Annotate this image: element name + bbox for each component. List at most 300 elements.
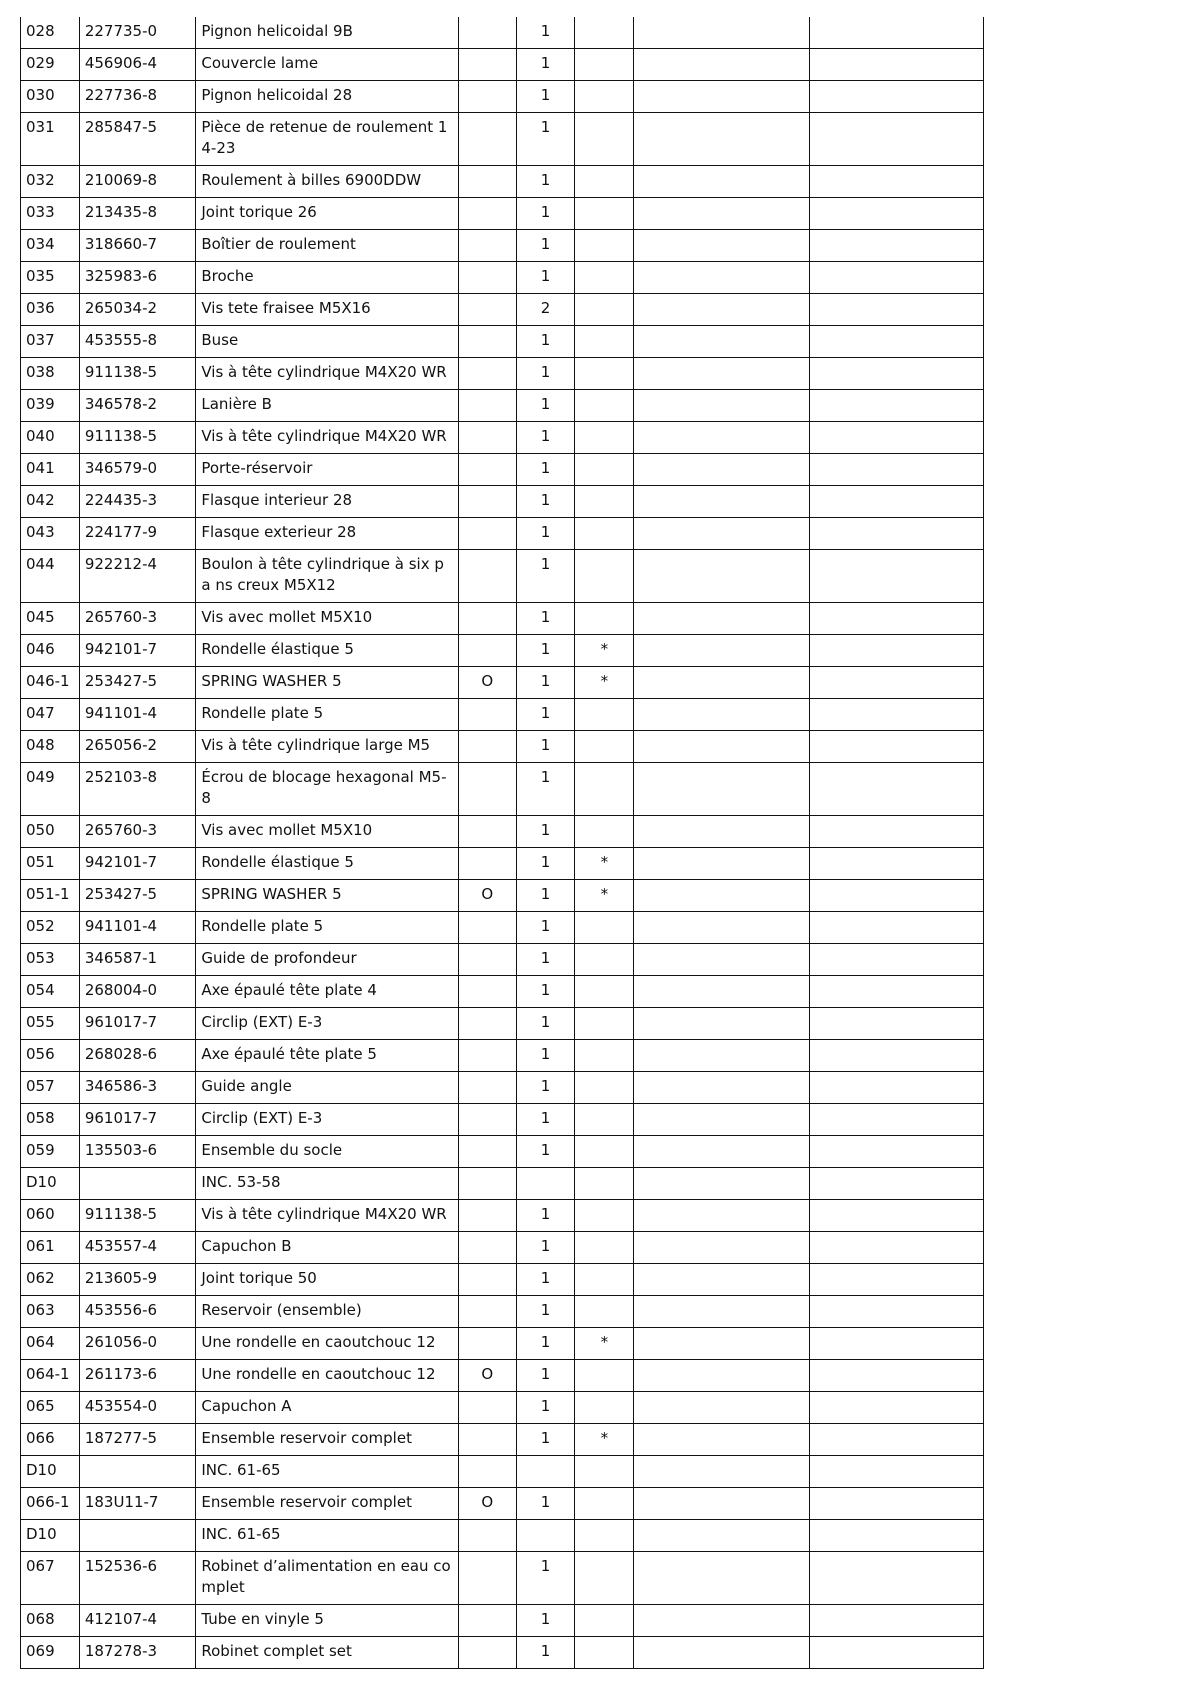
note-cell bbox=[634, 635, 809, 667]
part-number-cell: 285847-5 bbox=[79, 113, 196, 166]
table-row bbox=[21, 1040, 984, 1072]
part-number-cell: 265760-3 bbox=[79, 603, 196, 635]
option-cell bbox=[458, 1637, 516, 1669]
item-number-cell: 053 bbox=[21, 944, 80, 976]
item-number-cell: 038 bbox=[21, 358, 80, 390]
note-cell bbox=[634, 944, 809, 976]
option-cell bbox=[458, 113, 516, 166]
option-cell bbox=[458, 1264, 516, 1296]
table-row bbox=[21, 1488, 984, 1520]
parts-table-body bbox=[21, 17, 984, 1669]
item-number-cell: 047 bbox=[21, 699, 80, 731]
remark-cell bbox=[809, 1264, 983, 1296]
description-cell: Vis à tête cylindrique M4X20 WR bbox=[196, 422, 459, 454]
quantity-cell: 1 bbox=[516, 230, 575, 262]
table-row bbox=[21, 763, 984, 816]
description-cell: Robinet d’alimentation en eau co mplet bbox=[196, 1552, 459, 1605]
option-cell bbox=[458, 1104, 516, 1136]
item-number-cell: 058 bbox=[21, 1104, 80, 1136]
description-cell: Tube en vinyle 5 bbox=[196, 1605, 459, 1637]
remark-cell bbox=[809, 166, 983, 198]
quantity-cell: 1 bbox=[516, 1360, 575, 1392]
table-row bbox=[21, 731, 984, 763]
marker-cell bbox=[575, 1605, 634, 1637]
remark-cell bbox=[809, 1168, 983, 1200]
note-cell bbox=[634, 1637, 809, 1669]
item-number-cell: 051-1 bbox=[21, 880, 80, 912]
marker-cell bbox=[575, 1360, 634, 1392]
marker-cell: * bbox=[575, 667, 634, 699]
quantity-cell bbox=[516, 1456, 575, 1488]
description-cell: Axe épaulé tête plate 4 bbox=[196, 976, 459, 1008]
description-cell: Écrou de blocage hexagonal M5- 8 bbox=[196, 763, 459, 816]
part-number-cell: 187278-3 bbox=[79, 1637, 196, 1669]
quantity-cell: 1 bbox=[516, 1296, 575, 1328]
quantity-cell: 1 bbox=[516, 880, 575, 912]
remark-cell bbox=[809, 699, 983, 731]
option-cell bbox=[458, 518, 516, 550]
description-cell: Rondelle élastique 5 bbox=[196, 635, 459, 667]
option-cell bbox=[458, 422, 516, 454]
parts-table bbox=[20, 17, 984, 1669]
remark-cell bbox=[809, 1104, 983, 1136]
remark-cell bbox=[809, 113, 983, 166]
option-cell bbox=[458, 294, 516, 326]
marker-cell bbox=[575, 1200, 634, 1232]
marker-cell bbox=[575, 1264, 634, 1296]
quantity-cell: 1 bbox=[516, 454, 575, 486]
marker-cell bbox=[575, 486, 634, 518]
remark-cell bbox=[809, 358, 983, 390]
item-number-cell: 046 bbox=[21, 635, 80, 667]
item-number-cell: 034 bbox=[21, 230, 80, 262]
option-cell bbox=[458, 1552, 516, 1605]
part-number-cell: 453554-0 bbox=[79, 1392, 196, 1424]
option-cell bbox=[458, 230, 516, 262]
option-cell bbox=[458, 1040, 516, 1072]
note-cell bbox=[634, 1104, 809, 1136]
table-row bbox=[21, 1264, 984, 1296]
note-cell bbox=[634, 763, 809, 816]
item-number-cell: 057 bbox=[21, 1072, 80, 1104]
option-cell bbox=[458, 1232, 516, 1264]
table-row bbox=[21, 198, 984, 230]
note-cell bbox=[634, 880, 809, 912]
item-number-cell: 066 bbox=[21, 1424, 80, 1456]
note-cell bbox=[634, 294, 809, 326]
remark-cell bbox=[809, 198, 983, 230]
marker-cell bbox=[575, 912, 634, 944]
part-number-cell: 346579-0 bbox=[79, 454, 196, 486]
item-number-cell: 036 bbox=[21, 294, 80, 326]
option-cell bbox=[458, 81, 516, 113]
table-row bbox=[21, 454, 984, 486]
part-number-cell: 224177-9 bbox=[79, 518, 196, 550]
note-cell bbox=[634, 518, 809, 550]
note-cell bbox=[634, 603, 809, 635]
option-cell bbox=[458, 816, 516, 848]
quantity-cell: 2 bbox=[516, 294, 575, 326]
remark-cell bbox=[809, 81, 983, 113]
remark-cell bbox=[809, 1328, 983, 1360]
option-cell bbox=[458, 1296, 516, 1328]
option-cell: O bbox=[458, 1360, 516, 1392]
part-number-cell: 941101-4 bbox=[79, 912, 196, 944]
marker-cell bbox=[575, 1008, 634, 1040]
remark-cell bbox=[809, 1136, 983, 1168]
part-number-cell bbox=[79, 1520, 196, 1552]
item-number-cell: 059 bbox=[21, 1136, 80, 1168]
marker-cell bbox=[575, 1168, 634, 1200]
description-cell: Joint torique 26 bbox=[196, 198, 459, 230]
part-number-cell bbox=[79, 1456, 196, 1488]
marker-cell bbox=[575, 1040, 634, 1072]
remark-cell bbox=[809, 880, 983, 912]
remark-cell bbox=[809, 976, 983, 1008]
item-number-cell: 069 bbox=[21, 1637, 80, 1669]
part-number-cell: 265056-2 bbox=[79, 731, 196, 763]
part-number-cell: 911138-5 bbox=[79, 358, 196, 390]
quantity-cell: 1 bbox=[516, 550, 575, 603]
description-cell: INC. 61-65 bbox=[196, 1520, 459, 1552]
marker-cell: * bbox=[575, 1328, 634, 1360]
table-row bbox=[21, 1424, 984, 1456]
item-number-cell: 064 bbox=[21, 1328, 80, 1360]
marker-cell bbox=[575, 1072, 634, 1104]
remark-cell bbox=[809, 1392, 983, 1424]
marker-cell bbox=[575, 17, 634, 49]
part-number-cell: 911138-5 bbox=[79, 422, 196, 454]
marker-cell bbox=[575, 230, 634, 262]
description-cell: Broche bbox=[196, 262, 459, 294]
note-cell bbox=[634, 816, 809, 848]
note-cell bbox=[634, 976, 809, 1008]
note-cell bbox=[634, 17, 809, 49]
quantity-cell: 1 bbox=[516, 816, 575, 848]
table-row bbox=[21, 390, 984, 422]
description-cell: Une rondelle en caoutchouc 12 bbox=[196, 1328, 459, 1360]
table-row bbox=[21, 518, 984, 550]
quantity-cell: 1 bbox=[516, 976, 575, 1008]
item-number-cell: 067 bbox=[21, 1552, 80, 1605]
note-cell bbox=[634, 1296, 809, 1328]
remark-cell bbox=[809, 944, 983, 976]
quantity-cell: 1 bbox=[516, 1605, 575, 1637]
quantity-cell: 1 bbox=[516, 912, 575, 944]
table-row bbox=[21, 912, 984, 944]
table-row bbox=[21, 49, 984, 81]
quantity-cell: 1 bbox=[516, 763, 575, 816]
remark-cell bbox=[809, 454, 983, 486]
marker-cell bbox=[575, 1136, 634, 1168]
quantity-cell: 1 bbox=[516, 1392, 575, 1424]
marker-cell bbox=[575, 763, 634, 816]
option-cell bbox=[458, 1392, 516, 1424]
note-cell bbox=[634, 1200, 809, 1232]
option-cell bbox=[458, 1424, 516, 1456]
part-number-cell: 961017-7 bbox=[79, 1008, 196, 1040]
note-cell bbox=[634, 1040, 809, 1072]
table-row bbox=[21, 1008, 984, 1040]
part-number-cell: 135503-6 bbox=[79, 1136, 196, 1168]
description-cell: Lanière B bbox=[196, 390, 459, 422]
item-number-cell: 056 bbox=[21, 1040, 80, 1072]
part-number-cell: 210069-8 bbox=[79, 166, 196, 198]
quantity-cell: 1 bbox=[516, 1264, 575, 1296]
marker-cell bbox=[575, 518, 634, 550]
option-cell bbox=[458, 1200, 516, 1232]
table-row bbox=[21, 1296, 984, 1328]
note-cell bbox=[634, 454, 809, 486]
quantity-cell: 1 bbox=[516, 486, 575, 518]
note-cell bbox=[634, 1488, 809, 1520]
quantity-cell bbox=[516, 1168, 575, 1200]
option-cell bbox=[458, 166, 516, 198]
table-row bbox=[21, 1605, 984, 1637]
table-row bbox=[21, 358, 984, 390]
quantity-cell: 1 bbox=[516, 1136, 575, 1168]
item-number-cell: 066-1 bbox=[21, 1488, 80, 1520]
table-row bbox=[21, 1637, 984, 1669]
description-cell: INC. 53-58 bbox=[196, 1168, 459, 1200]
note-cell bbox=[634, 81, 809, 113]
note-cell bbox=[634, 358, 809, 390]
table-row bbox=[21, 1392, 984, 1424]
marker-cell bbox=[575, 731, 634, 763]
marker-cell bbox=[575, 1296, 634, 1328]
note-cell bbox=[634, 1328, 809, 1360]
note-cell bbox=[634, 1264, 809, 1296]
part-number-cell: 453555-8 bbox=[79, 326, 196, 358]
description-cell: Circlip (EXT) E-3 bbox=[196, 1104, 459, 1136]
option-cell bbox=[458, 17, 516, 49]
part-number-cell: 412107-4 bbox=[79, 1605, 196, 1637]
table-row bbox=[21, 880, 984, 912]
table-row bbox=[21, 603, 984, 635]
item-number-cell: 030 bbox=[21, 81, 80, 113]
note-cell bbox=[634, 1605, 809, 1637]
remark-cell bbox=[809, 422, 983, 454]
table-row bbox=[21, 113, 984, 166]
remark-cell bbox=[809, 294, 983, 326]
item-number-cell: 046-1 bbox=[21, 667, 80, 699]
table-row bbox=[21, 1232, 984, 1264]
note-cell bbox=[634, 848, 809, 880]
remark-cell bbox=[809, 635, 983, 667]
item-number-cell: 048 bbox=[21, 731, 80, 763]
description-cell: Porte-réservoir bbox=[196, 454, 459, 486]
item-number-cell: 064-1 bbox=[21, 1360, 80, 1392]
table-row bbox=[21, 1136, 984, 1168]
option-cell bbox=[458, 454, 516, 486]
option-cell bbox=[458, 1520, 516, 1552]
part-number-cell: 187277-5 bbox=[79, 1424, 196, 1456]
item-number-cell: 065 bbox=[21, 1392, 80, 1424]
note-cell bbox=[634, 1360, 809, 1392]
option-cell bbox=[458, 944, 516, 976]
description-cell: Robinet complet set bbox=[196, 1637, 459, 1669]
part-number-cell: 265760-3 bbox=[79, 816, 196, 848]
option-cell bbox=[458, 326, 516, 358]
note-cell bbox=[634, 1552, 809, 1605]
option-cell bbox=[458, 1008, 516, 1040]
option-cell bbox=[458, 1168, 516, 1200]
description-cell: Vis à tête cylindrique large M5 bbox=[196, 731, 459, 763]
item-number-cell: 029 bbox=[21, 49, 80, 81]
remark-cell bbox=[809, 1637, 983, 1669]
part-number-cell: 961017-7 bbox=[79, 1104, 196, 1136]
part-number-cell: 253427-5 bbox=[79, 880, 196, 912]
quantity-cell: 1 bbox=[516, 1424, 575, 1456]
part-number-cell: 265034-2 bbox=[79, 294, 196, 326]
remark-cell bbox=[809, 326, 983, 358]
table-row bbox=[21, 635, 984, 667]
quantity-cell: 1 bbox=[516, 422, 575, 454]
description-cell: Pignon helicoidal 9B bbox=[196, 17, 459, 49]
part-number-cell: 942101-7 bbox=[79, 848, 196, 880]
quantity-cell: 1 bbox=[516, 1072, 575, 1104]
option-cell: O bbox=[458, 1488, 516, 1520]
item-number-cell: 045 bbox=[21, 603, 80, 635]
table-row bbox=[21, 1104, 984, 1136]
remark-cell bbox=[809, 486, 983, 518]
table-row bbox=[21, 699, 984, 731]
description-cell: SPRING WASHER 5 bbox=[196, 667, 459, 699]
table-row bbox=[21, 486, 984, 518]
table-row bbox=[21, 944, 984, 976]
quantity-cell: 1 bbox=[516, 1040, 575, 1072]
part-number-cell: 152536-6 bbox=[79, 1552, 196, 1605]
item-number-cell: D10 bbox=[21, 1168, 80, 1200]
option-cell bbox=[458, 1136, 516, 1168]
marker-cell: * bbox=[575, 1424, 634, 1456]
item-number-cell: 031 bbox=[21, 113, 80, 166]
marker-cell bbox=[575, 1520, 634, 1552]
note-cell bbox=[634, 1008, 809, 1040]
remark-cell bbox=[809, 1360, 983, 1392]
description-cell: Rondelle plate 5 bbox=[196, 699, 459, 731]
description-cell: Flasque interieur 28 bbox=[196, 486, 459, 518]
option-cell bbox=[458, 603, 516, 635]
marker-cell bbox=[575, 113, 634, 166]
option-cell bbox=[458, 699, 516, 731]
quantity-cell: 1 bbox=[516, 848, 575, 880]
part-number-cell: 325983-6 bbox=[79, 262, 196, 294]
marker-cell bbox=[575, 326, 634, 358]
note-cell bbox=[634, 912, 809, 944]
quantity-cell: 1 bbox=[516, 390, 575, 422]
table-row bbox=[21, 667, 984, 699]
quantity-cell: 1 bbox=[516, 699, 575, 731]
option-cell bbox=[458, 763, 516, 816]
note-cell bbox=[634, 113, 809, 166]
option-cell bbox=[458, 390, 516, 422]
table-row bbox=[21, 230, 984, 262]
quantity-cell: 1 bbox=[516, 1488, 575, 1520]
part-number-cell: 941101-4 bbox=[79, 699, 196, 731]
note-cell bbox=[634, 230, 809, 262]
part-number-cell: 453557-4 bbox=[79, 1232, 196, 1264]
option-cell bbox=[458, 262, 516, 294]
remark-cell bbox=[809, 848, 983, 880]
quantity-cell: 1 bbox=[516, 262, 575, 294]
table-row bbox=[21, 848, 984, 880]
part-number-cell: 261173-6 bbox=[79, 1360, 196, 1392]
item-number-cell: 060 bbox=[21, 1200, 80, 1232]
marker-cell bbox=[575, 976, 634, 1008]
marker-cell bbox=[575, 198, 634, 230]
remark-cell bbox=[809, 1552, 983, 1605]
description-cell: Guide angle bbox=[196, 1072, 459, 1104]
quantity-cell: 1 bbox=[516, 635, 575, 667]
option-cell bbox=[458, 912, 516, 944]
table-row bbox=[21, 1168, 984, 1200]
remark-cell bbox=[809, 1605, 983, 1637]
remark-cell bbox=[809, 1040, 983, 1072]
description-cell: Pignon helicoidal 28 bbox=[196, 81, 459, 113]
remark-cell bbox=[809, 1200, 983, 1232]
item-number-cell: 040 bbox=[21, 422, 80, 454]
quantity-cell: 1 bbox=[516, 358, 575, 390]
note-cell bbox=[634, 49, 809, 81]
description-cell: Ensemble reservoir complet bbox=[196, 1488, 459, 1520]
quantity-cell: 1 bbox=[516, 1200, 575, 1232]
marker-cell bbox=[575, 1232, 634, 1264]
note-cell bbox=[634, 1136, 809, 1168]
item-number-cell: 033 bbox=[21, 198, 80, 230]
part-number-cell: 453556-6 bbox=[79, 1296, 196, 1328]
remark-cell bbox=[809, 230, 983, 262]
remark-cell bbox=[809, 731, 983, 763]
item-number-cell: 052 bbox=[21, 912, 80, 944]
note-cell bbox=[634, 699, 809, 731]
quantity-cell: 1 bbox=[516, 198, 575, 230]
item-number-cell: 028 bbox=[21, 17, 80, 49]
quantity-cell: 1 bbox=[516, 1552, 575, 1605]
note-cell bbox=[634, 326, 809, 358]
quantity-cell: 1 bbox=[516, 667, 575, 699]
marker-cell bbox=[575, 294, 634, 326]
remark-cell bbox=[809, 603, 983, 635]
note-cell bbox=[634, 731, 809, 763]
quantity-cell: 1 bbox=[516, 603, 575, 635]
part-number-cell: 227736-8 bbox=[79, 81, 196, 113]
marker-cell bbox=[575, 262, 634, 294]
item-number-cell: 044 bbox=[21, 550, 80, 603]
note-cell bbox=[634, 166, 809, 198]
quantity-cell: 1 bbox=[516, 944, 575, 976]
marker-cell bbox=[575, 390, 634, 422]
note-cell bbox=[634, 390, 809, 422]
quantity-cell: 1 bbox=[516, 1637, 575, 1669]
description-cell: Ensemble reservoir complet bbox=[196, 1424, 459, 1456]
remark-cell bbox=[809, 1424, 983, 1456]
option-cell bbox=[458, 49, 516, 81]
marker-cell bbox=[575, 454, 634, 486]
part-number-cell: 346586-3 bbox=[79, 1072, 196, 1104]
table-row bbox=[21, 1360, 984, 1392]
option-cell bbox=[458, 635, 516, 667]
note-cell bbox=[634, 550, 809, 603]
table-row bbox=[21, 1456, 984, 1488]
description-cell: Capuchon B bbox=[196, 1232, 459, 1264]
description-cell: Circlip (EXT) E-3 bbox=[196, 1008, 459, 1040]
note-cell bbox=[634, 1168, 809, 1200]
option-cell bbox=[458, 1456, 516, 1488]
quantity-cell: 1 bbox=[516, 1104, 575, 1136]
quantity-cell bbox=[516, 1520, 575, 1552]
table-row bbox=[21, 1072, 984, 1104]
